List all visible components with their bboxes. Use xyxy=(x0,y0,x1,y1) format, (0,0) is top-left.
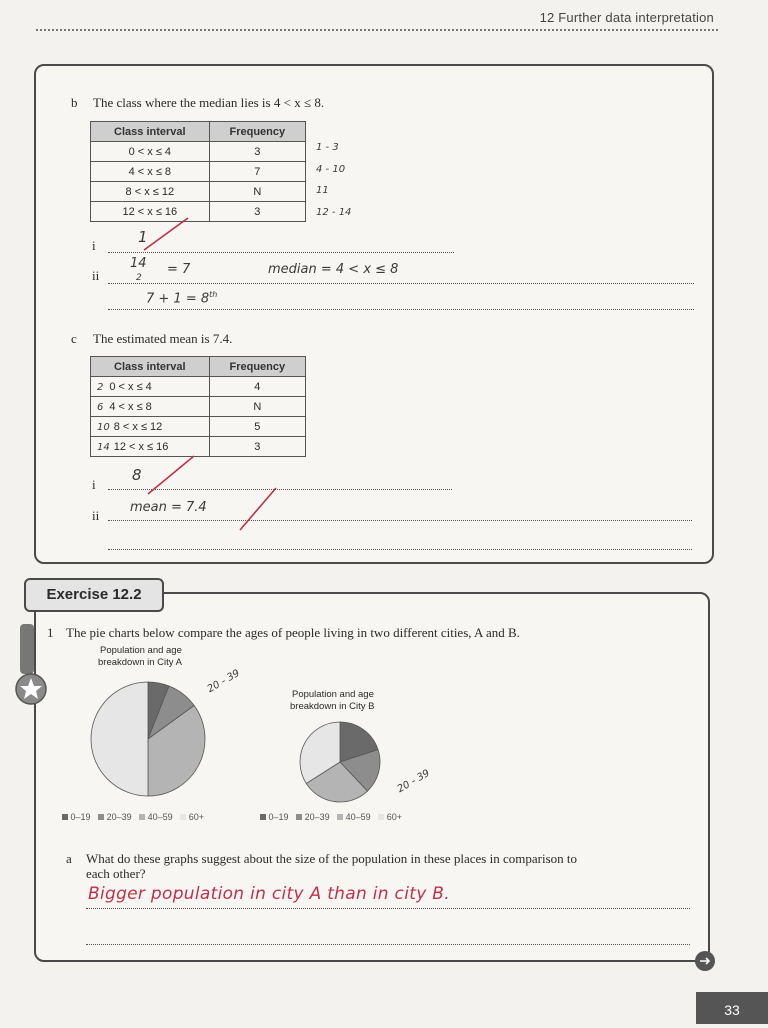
margin-note: 11 xyxy=(316,185,329,196)
answer-b-ii-eq: = 7 xyxy=(167,262,191,277)
legend-swatch xyxy=(180,814,186,820)
annotation-b: 20 - 39 xyxy=(395,767,432,796)
legend-item: 0–19 xyxy=(268,812,289,822)
legend-item: 20–39 xyxy=(106,812,132,822)
city-b-title: Population and age xyxy=(292,689,374,700)
answer-b-ii-line2: 7 + 1 = 8th xyxy=(146,290,218,307)
exercise-title: Exercise 12.2 xyxy=(24,578,164,612)
question-number: 1 xyxy=(47,625,54,640)
answer-line xyxy=(108,309,694,310)
interval-cell: 0 < x ≤ 4 xyxy=(91,142,210,162)
interval-cell: 10 8 < x ≤ 12 xyxy=(91,417,210,437)
freq-cell: 3 xyxy=(209,437,305,457)
interval-cell: 12 < x ≤ 16 xyxy=(91,202,210,222)
midpoint-note: 6 xyxy=(97,401,104,413)
city-a-title-line2: breakdown in City A xyxy=(98,657,182,668)
pie-a-slices xyxy=(91,682,205,796)
col-class-interval: Class interval xyxy=(91,122,210,142)
legend-item: 40–59 xyxy=(345,812,371,822)
mean-table xyxy=(90,356,306,457)
pie-slice-60+ xyxy=(91,682,148,796)
freq-cell: 3 xyxy=(209,202,305,222)
roman-i: i xyxy=(92,238,96,253)
interval-cell: 6 4 < x ≤ 8 xyxy=(91,397,210,417)
part-a-answer: Bigger population in city A than in city B. xyxy=(88,884,450,904)
answer-line xyxy=(108,520,692,521)
part-c-label: c xyxy=(71,331,77,346)
interval-cell: 2 0 < x ≤ 4 xyxy=(91,377,210,397)
part-a-question-line2: each other? xyxy=(86,866,146,881)
legend-swatch xyxy=(378,814,384,820)
table-row xyxy=(91,377,306,397)
median-table xyxy=(90,121,306,222)
part-a-question: What do these graphs suggest about the size of the population in these places in comparison to xyxy=(86,851,577,866)
part-a-label: a xyxy=(66,851,72,866)
answer-b-i: 1 xyxy=(138,228,148,246)
legend-swatch xyxy=(98,814,104,820)
freq-cell: 3 xyxy=(209,142,305,162)
midpoint-note: 2 xyxy=(97,381,104,393)
legend-city-b xyxy=(260,812,402,822)
answer-line xyxy=(108,252,454,253)
roman-ii: ii xyxy=(92,268,100,283)
difficulty-icon xyxy=(20,624,34,674)
legend-swatch xyxy=(337,814,343,820)
pie-chart-city-b xyxy=(294,720,386,804)
tick-mark-icon xyxy=(144,452,200,496)
legend-item: 0–19 xyxy=(70,812,91,822)
answer-c-ii: mean = 7.4 xyxy=(130,500,207,515)
frac-denominator: 2 xyxy=(136,273,142,283)
legend-item: 20–39 xyxy=(304,812,330,822)
legend-city-a xyxy=(62,812,204,822)
freq-cell: 4 xyxy=(209,377,305,397)
freq-cell: 5 xyxy=(209,417,305,437)
col-frequency: Frequency xyxy=(209,357,305,377)
chapter-header: 12 Further data interpretation xyxy=(539,10,714,25)
midpoint-note: 14 xyxy=(97,441,110,453)
star-icon xyxy=(14,672,48,706)
legend-swatch xyxy=(260,814,266,820)
interval-cell: 4 < x ≤ 8 xyxy=(91,162,210,182)
roman-ii: ii xyxy=(92,508,100,523)
answer-line xyxy=(86,944,690,945)
page-number: 33 xyxy=(696,992,768,1024)
interval-cell: 8 < x ≤ 12 xyxy=(91,182,210,202)
pie-b-slices xyxy=(300,722,380,802)
header-divider xyxy=(36,29,718,31)
margin-note: 12 - 14 xyxy=(316,207,352,218)
legend-swatch xyxy=(139,814,145,820)
table-row xyxy=(91,142,306,162)
freq-cell: N xyxy=(209,182,305,202)
legend-item: 60+ xyxy=(386,812,402,822)
legend-item: 60+ xyxy=(188,812,204,822)
answer-b-ii-median: median = 4 < x ≤ 8 xyxy=(268,262,399,277)
freq-cell: 7 xyxy=(209,162,305,182)
table-row xyxy=(91,202,306,222)
tick-mark-icon xyxy=(140,216,192,252)
margin-note: 1 - 3 xyxy=(316,142,339,153)
legend-item: 40–59 xyxy=(147,812,173,822)
part-c-statement: The estimated mean is 7.4. xyxy=(93,331,233,346)
next-arrow-icon[interactable] xyxy=(694,950,716,972)
pie-chart-city-a xyxy=(84,680,212,798)
legend-swatch xyxy=(62,814,68,820)
part-b-statement: The class where the median lies is 4 < x ≤ 8. xyxy=(93,95,325,110)
table-row xyxy=(91,182,306,202)
col-class-interval: Class interval xyxy=(91,357,210,377)
interval-cell: 14 12 < x ≤ 16 xyxy=(91,437,210,457)
part-b-label: b xyxy=(71,95,78,110)
freq-cell: N xyxy=(209,397,305,417)
table-row xyxy=(91,162,306,182)
city-a-title: Population and age xyxy=(100,645,182,656)
tick-mark-icon xyxy=(236,484,280,532)
margin-note: 4 - 10 xyxy=(316,164,346,175)
answer-line xyxy=(86,908,690,909)
answer-line xyxy=(108,549,692,550)
answer-line xyxy=(108,283,694,284)
table-row xyxy=(91,417,306,437)
frac-numerator: 14 xyxy=(130,256,147,271)
answer-c-i: 8 xyxy=(132,466,142,484)
legend-swatch xyxy=(296,814,302,820)
annotation-a: 20 - 39 xyxy=(205,667,242,696)
table-row xyxy=(91,397,306,417)
city-b-title-line2: breakdown in City B xyxy=(290,701,375,712)
col-frequency: Frequency xyxy=(209,122,305,142)
question-text: The pie charts below compare the ages of people living in two different cities, A and B. xyxy=(66,625,520,640)
midpoint-note: 10 xyxy=(97,421,110,433)
roman-i: i xyxy=(92,477,96,492)
